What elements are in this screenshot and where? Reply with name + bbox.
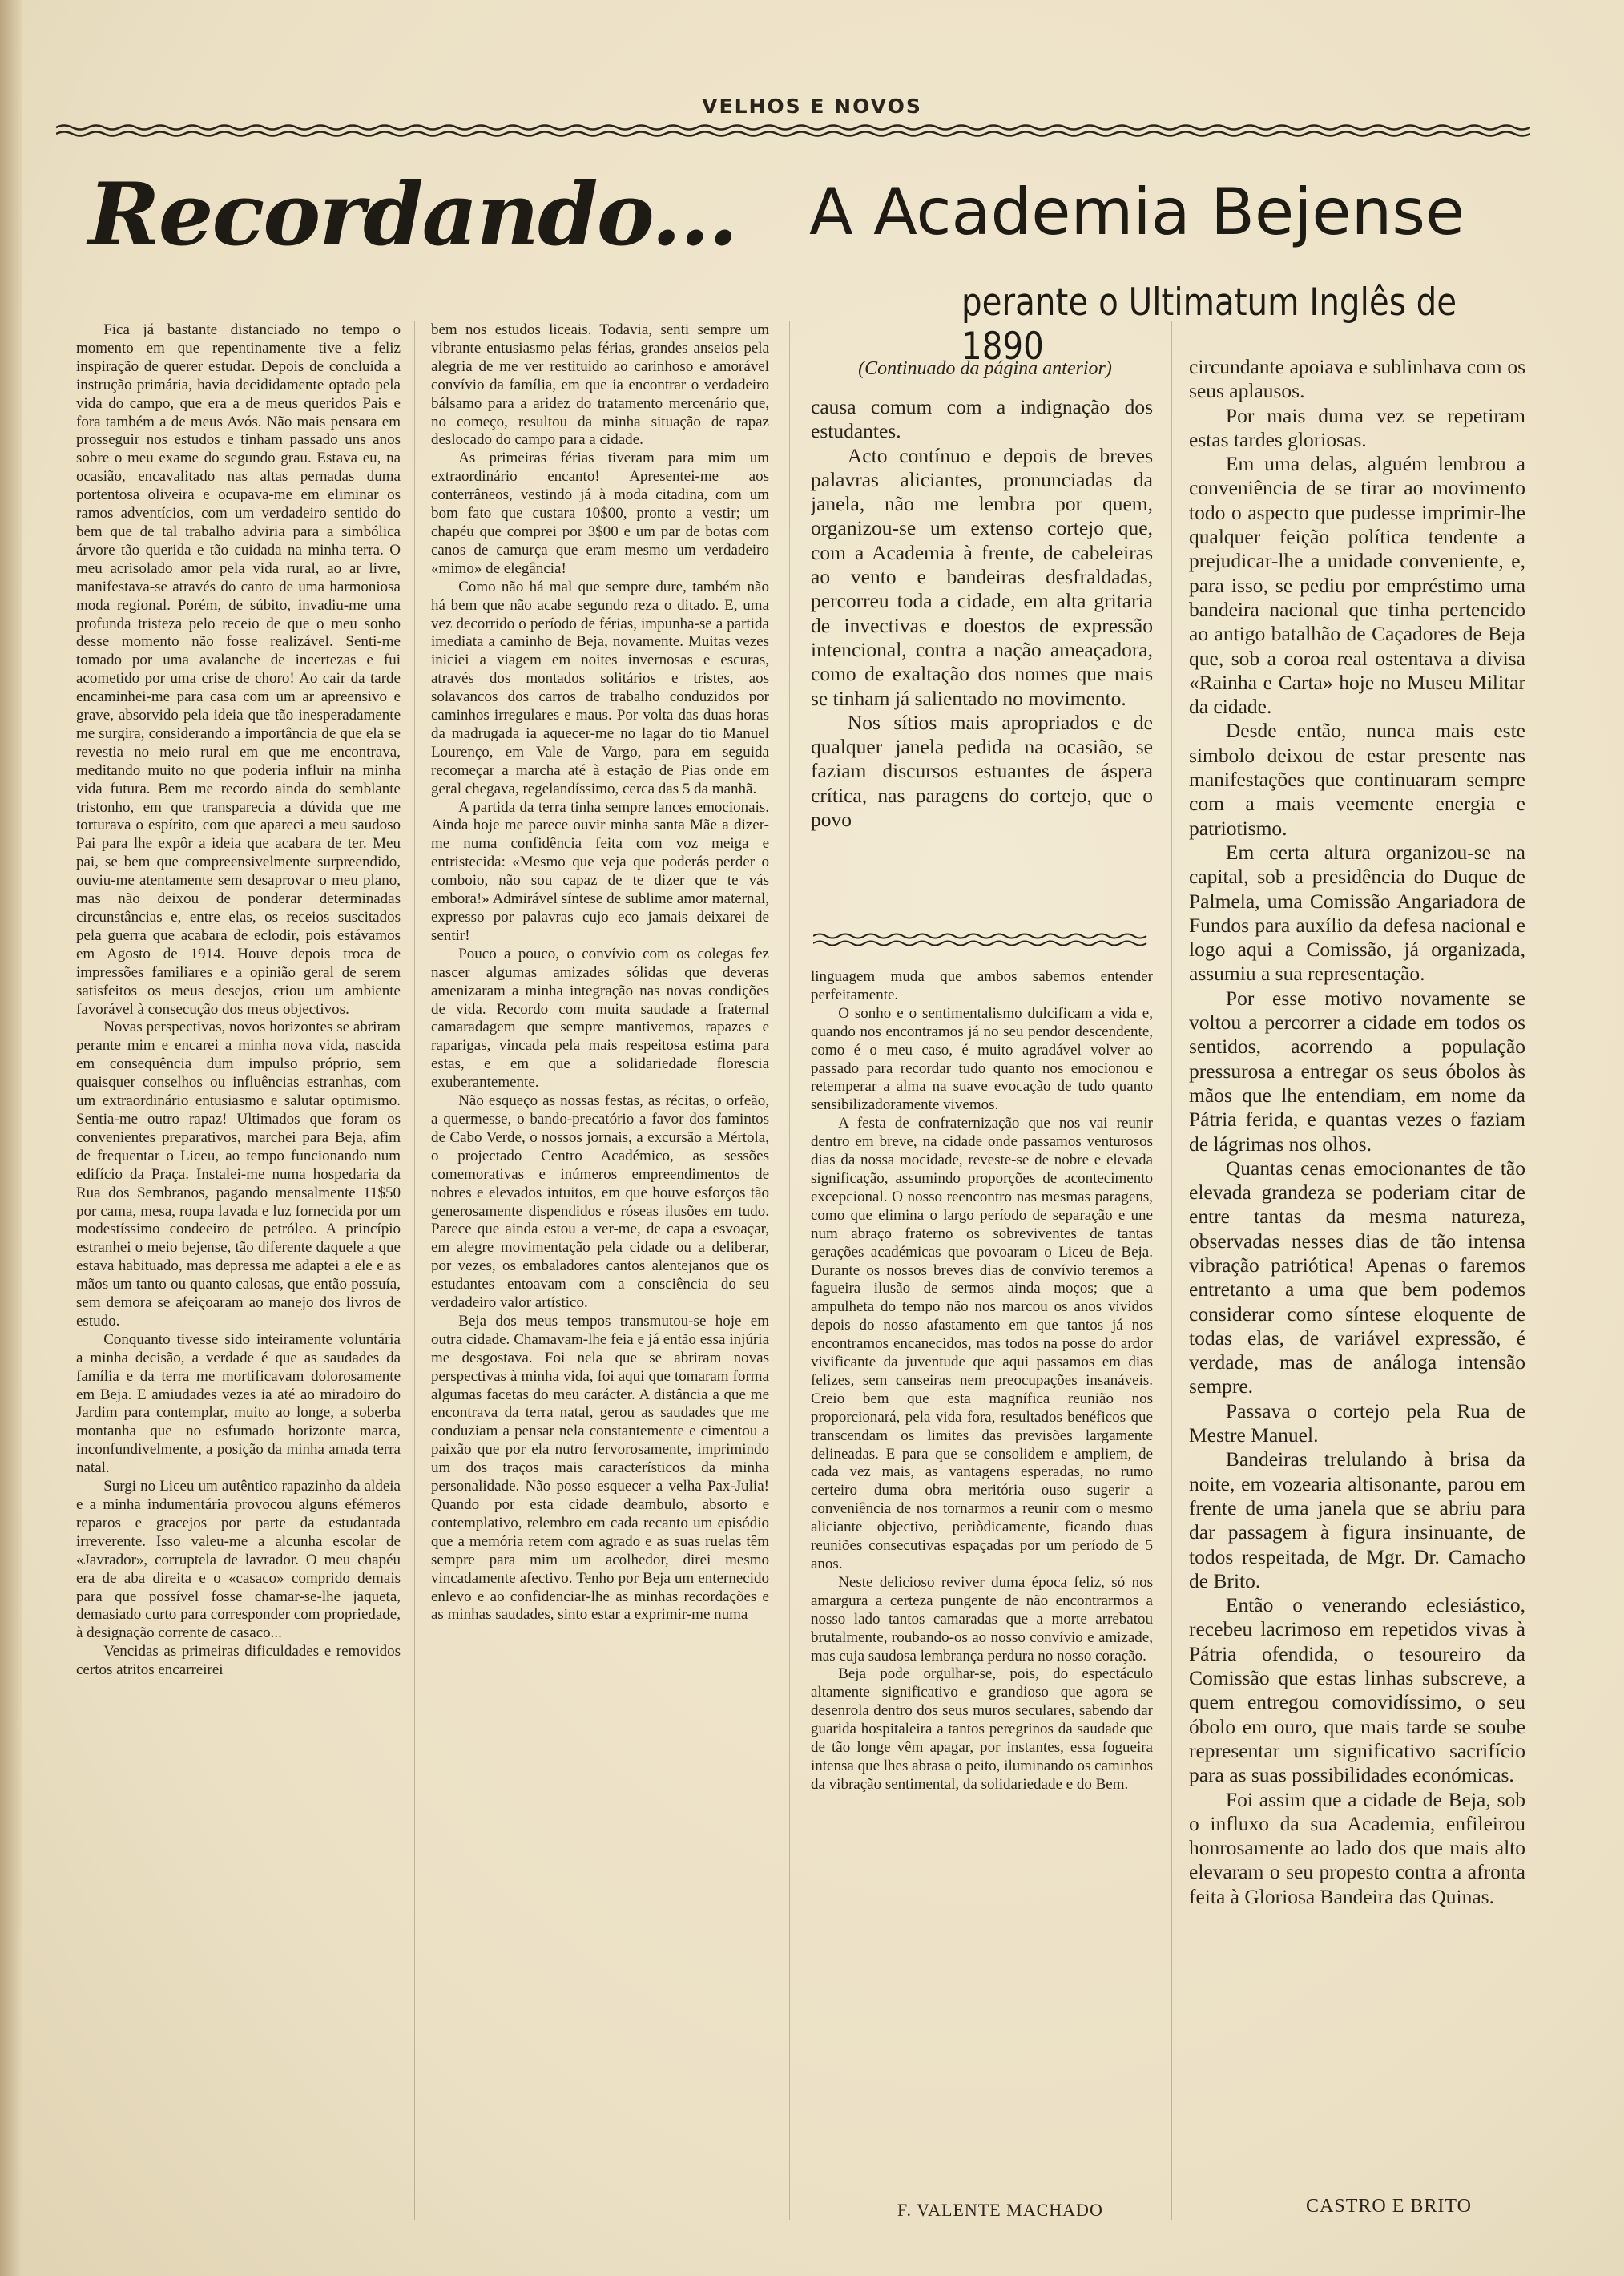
author-signature-right: CASTRO E BRITO (1306, 2196, 1472, 2217)
paragraph: Neste delicioso reviver duma época feliz, só nos amargura a certeza pungente de não encontrarmos a nosso lado tantos camaradas que a morte arrebatou brutalmente, roubando-os ao nosso convívio e amizade, mas cuja saudosa lembrança perdura no nosso coração. (811, 1573, 1153, 1665)
paragraph: O sonho e o sentimentalismo dulcificam a vida e, quando nos encontramos já no seu pendor descendente, como é o meu caso, é muito agradável volver ao passado para recordar tudo quanto nos emocionou e retemperar a alma na suave evocação de tudo quanto sensibilizadoramente vivemos. (811, 1004, 1153, 1114)
paragraph: As primeiras férias tiveram para mim um extraordinário encanto! Apresentei-me aos conterrâneos, vestindo já à moda citadina, com um bom fato que custara 10$00, pronto a vestir; um chapéu que comprei por 3$00 e um par de botas com canos de camurça que eram mesmo um verdadeiro «mimo» de elegância! (431, 450, 769, 577)
paragraph: Não esqueço as nossas festas, as récitas, o orfeão, a quermesse, o bando-precatório a favor dos famintos de Cabo Verde, o nossos jornais, a excursão a Mértola, o projectado Centro Académico, as sessões comemorativas e inúmeros empreendimentos de nobres e elevados intuitos, em que houve esforços tão generosamente dispendidos e róseas ilusões em tudo. Parece que ainda estou a ver-me, de capa a esvoaçar, em alegre movimentação pela cidade ou a deliberar, por vezes, os embaladores cantos alentejanos que os estudantes entoavam com a consciência do seu verdadeiro valor artístico. (431, 1092, 769, 1312)
paragraph: A festa de confraternização que nos vai reunir dentro em breve, na cidade onde passamos venturosos dias da nossa mocidade, reveste-se de nobre e elevada significação, assumindo proporções de acontecimento excepcional. O nosso reencontro nas mesmas paragens, como que elimina o largo período de separação e une num abraço fraterno os sobreviventes de tantas gerações académicas que povoaram o Liceu de Beja. Durante os nossos breves dias de convívio teremos a fagueira ilusão de sermos ainda moços; que a ampulheta do tempo não nos marcou os anos vividos depois do nosso afastamento em que tantos já nos encontramos encanecidos, mas todos na posse do ardor vivificante da juventude que aqui passamos em dias felizes, sem canseiras nem preocupações insanáveis. Creio bem que esta magnífica reunião nos proporcionará, pela vida fora, resultados benéficos que transcendam os limites das previsões largamente delineadas. E para que se consolidem e ampliem, de cada vez mais, as vantagens esperadas, no rumo certeiro duma obra meritória ouso sugerir a conveniência de nos tornarmos a reunir com o mesmo aliciante objectivo, periòdicamente, ficando duas reuniões consecutivas espaçadas por um período de 5 anos. (811, 1115, 1153, 1572)
article-right-column-3 (811, 361, 1153, 922)
main-headline: Recordando... (88, 164, 737, 265)
paragraph: Por esse motivo novamente se voltou a percorrer a cidade em todos os sentidos, acorrendo a população pressurosa a entregar os seus óbolos às mãos que lhe entendiam, em nome da Pátria ferida, e quantas vezes o faziam de lágrimas nos olhos. (1189, 986, 1525, 1156)
column-rule (1171, 321, 1172, 2220)
paragraph: Então o venerando eclesiástico, recebeu lacrimoso em repetidos vivas à Pátria ofendida, o tesoureiro da Comissão que estas linhas subscreve, a quem entregou comovidíssimo, o seu óbolo em ouro, que mais tarde se soube representar um significativo sacrifício para as suas possibilidades económicas. (1189, 1593, 1525, 1787)
column-divider-wavy (813, 930, 1154, 950)
page-spine (0, 0, 22, 2276)
paragraph: Beja dos meus tempos transmutou-se hoje em outra cidade. Chamavam-lhe feia e já então essa injúria me desgostava. Foi nela que se abriram novas perspectivas à minha vida, foi aqui que tomaram forma algumas facetas do meu carácter. A distância a que me encontrava da terra natal, gerou as saudades que me conduziam a pensar nela constantemente e cimentou a paixão que por ela nutro fervorosamente, imprimindo um dos traços mais característicos da minha personalidade. Não posso esquecer a velha Pax-Julia! Quando por esta cidade deambulo, absorto e contemplativo, relembro em cada recanto um episódio que a memória retem com agrado e as suas ruelas têm sempre para mim um acolhedor, direi mesmo vincadamente afectivo. Tenho por Beja um enternecido enlevo e ao confidenciar-lhe as minhas recordações e as minhas saudades, sinto estar a exprimir-me numa (431, 1312, 769, 1624)
paragraph: Desde então, nunca mais este simbolo deixou de estar presente nas manifestações que continuaram sempre com a mais veemente energia e patriotismo. (1189, 719, 1525, 840)
column-rule (789, 321, 790, 2220)
sub-headline-secondary: perante o Ultimatum Inglês de 1890 (961, 280, 1457, 369)
continuation-note: (Continuado da página anterior) (858, 358, 1112, 379)
paragraph: Fica já bastante distanciado no tempo o momento em que repentinamente tive a feliz inspiração de querer estudar. Depois de concluída a instrução primária, havia decididamente optado pela vida do campo, que era a de meus queridos Pais e fora também a de meus Avós. Não mais pensara em prosseguir nos estudos e tinham passado uns anos sobre o meu exame do segundo grau. Estava eu, na ocasião, encavalitado nas altas pernadas duma portentosa oliveira e ocupava-me em eliminar os ramos adventícios, com um verdadeiro sentido do bem que de tal trabalho adviria para a simbólica árvore tão querida e tão cuidada na minha terra. O meu acrisolado amor pela vida rural, ao ar livre, manifestava-se através do canto de uma harmoniosa moda regional. Porém, de súbito, invadiu-me uma profunda tristeza pelo receio de que o meu sonho desse momento não fosse realizável. Senti-me tomado por uma avalanche de incertezas e fui acometido por uma crise de choro! Ao cair da tarde encaminhei-me para casa com um ar apreensivo e grave, absorvido pela ideia que tão inesperadamente me surgira, considerando a importância de que ela se revestia no meio rural em que me encontrava, meditando muito no que poderia influir na minha vida futura. Bem me recordo ainda do semblante tristonho, em que transparecia a dúvida que me torturava o espírito, com que apareci a meu saudoso Pai para lhe expôr a ideia que acabara de ter. Meu pai, se bem que compreensivelmente surpreendido, ouviu-me atentamente sem desaprovar o meu plano, mas não deixou de ponderar determinadas circunstâncias e, entre elas, os receios suscitados pela guerra que acabara de eclodir, pois estávamos em Agosto de 1914. Houve depois troca de impressões familiares e a opinião geral de serem satisfeitos os meus desejos, criou um ambiente favorável à consecução dos meus objectivos. (76, 321, 401, 1018)
sub-headline: A Academia Bejense (809, 175, 1465, 249)
paragraph: linguagem muda que ambos sabemos entender perfeitamente. (811, 968, 1153, 1003)
paragraph: Nos sítios mais apropriados e de qualquer janela pedida na ocasião, se faziam discursos estuantes de áspera crítica, nas paragens do cortejo, que o povo (811, 710, 1153, 832)
paragraph: Acto contínuo e depois de breves palavras aliciantes, pronunciadas da janela, não me lembra por quem, organizou-se um extenso cortejo que, com a Academia à frente, de cabeleiras ao vento e bandeiras desfraldadas, percorreu toda a cidade, em alta gritaria de invectivas e doestos de expressão intencional, contra a nação ameaçadora, como de exaltação dos nomes que mais se tinham já salientado no movimento. (811, 443, 1153, 710)
paragraph: Beja pode orgulhar-se, pois, do espectáculo altamente significativo e grandioso que agora se desenrola dentro dos seus muros seculares, sabendo dar guarida hospitaleira a tantos peregrinos da saudade que de tão longe vêm apagar, por instantes, essa fogueira intensa que lhes abrasa o peito, iluminando os caminhos da vibração sentimental, da solidariedade e do Bem. (811, 1665, 1153, 1793)
article-right-column-4 (1189, 355, 1525, 2190)
paragraph: Novas perspectivas, novos horizontes se abriram perante mim e encarei a minha nova vida, nascida em consequência dum impulso próprio, sem quaisquer conselhos ou influências estranhas, com um extraordinário entusiasmo e salutar optimismo. Sentia-me outro rapaz! Ultimados que foram os convenientes preparativos, marchei para Beja, afim de frequentar o Liceu, ao tempo funcionando num edifício da Praça. Instalei-me numa hospedaria da Rua dos Sembranos, pagando mensalmente 11$50 por cama, mesa, roupa lavada e luz fornecida por um modestíssimo condeeiro de petróleo. A princípio estranhei o meio bejense, tão diferente daquele a que estava habituado, mas depressa me adaptei a ele e as mãos um tanto ou quanto calosas, que então possuía, sem demora se afeiçoaram ao manejo dos livros de estudo. (76, 1019, 401, 1330)
paragraph: Como não há mal que sempre dure, também não há bem que não acabe segundo reza o ditado. E, uma vez decorrido o período de férias, impunha-se a partida imediata a caminho de Beja, novamente. Muitas vezes iniciei a viagem em noites invernosas e escuras, através dos montados solitários e tristes, aos solavancos dos carros de trabalho conduzidos por caminhos irregulares e maus. Por volta das duas horas da madrugada ia aquecer-me no lagar do tio Manuel Lourenço, em Vale de Vargo, para em seguida recomeçar a marcha até à estação de Pias onde em geral chegava, regelandíssimo, cerca das 5 da manhã. (431, 578, 769, 797)
paragraph: bem nos estudos liceais. Todavia, senti sempre um vibrante entusiasmo pelas férias, grandes anseios pela alegria de me ver restituido ao carinhoso e amorável convívio da família, em que ia encontrar o verdadeiro bálsamo para a aridez do tratamento mercenário que, no começo, resultou da minha situação de rapaz deslocado do campo para a cidade. (431, 321, 769, 449)
paragraph: circundante apoiava e sublinhava com os seus aplausos. (1189, 355, 1525, 403)
paragraph: Passava o cortejo pela Rua de Mestre Manuel. (1189, 1398, 1525, 1447)
paragraph: Surgi no Liceu um autêntico rapazinho da aldeia e a minha indumentária provocou alguns efémeros reparos e gracejos por parte da estudantada irreverente. Isso valeu-me a alcunha escolar de «Javrador», corruptela de lavrador. O meu chapéu era de aba direita e o «casaco» comprido demais para que possível fosse chamar-se-lhe jaqueta, demasiado curto para corresponder com propriedade, à designação corrente de casaco... (76, 1478, 401, 1642)
paragraph: Pouco a pouco, o convívio com os colegas fez nascer algumas amizades sólidas que deveras amenizaram a minha integração nas novas condições de vida. Recordo com muita saudade a fraternal camaradagem que sempre mantivemos, rapazes e raparigas, vincada pela mais respeitosa estima para estas, e em que a solidariedade florescia exuberantemente. (431, 945, 769, 1092)
paragraph: Vencidas as primeiras dificuldades e removidos certos atritos encarreirei (76, 1643, 401, 1679)
paragraph: Em uma delas, alguém lembrou a conveniência de se tirar ao movimento todo o aspecto que pudesse imprimir-lhe qualquer feição política tendente a prejudicar-lhe a unidade conveniente, e, para isso, se pediu por empréstimo uma bandeira nacional que tinha pertencido ao antigo batalhão de Caçadores de Beja que, sob a coroa real ostentava a divisa «Rainha e Carta» hoje no Museu Militar da cidade. (1189, 452, 1525, 719)
paragraph: Em certa altura organizou-se na capital, sob a presidência do Duque de Palmela, uma Comissão Angariadora de Fundos para auxílio da defesa nacional e logo aqui a Comissão, já organizada, assumiu a sua representação. (1189, 840, 1525, 986)
paragraph: Bandeiras trelulando à brisa da noite, em vozearia altisonante, parou em frente de uma janela que se abriu para dar passagem à figura insinuante, de todos respeitada, de Mgr. Dr. Camacho de Brito. (1189, 1447, 1525, 1592)
paragraph: Conquanto tivesse sido inteiramente voluntária a minha decisão, a verdade é que as saudades da família e da terra me mortificavam dolorosamente em Beja. E amiudades vezes ia até ao miradoiro do Jardim para contemplar, muito ao longe, a soberba montanha que no esfumado horizonte marca, inconfundivelmente, a posição da minha amada terra natal. (76, 1330, 401, 1477)
paragraph: Foi assim que a cidade de Beja, sob o influxo da sua Academia, enfileirou honrosamente ao lado dos que mais alto elevaram o seu propesto contra a afronta feita à Gloriosa Bandeira das Quinas. (1189, 1787, 1525, 1908)
article-left-column-1 (76, 321, 401, 2221)
paragraph: Quantas cenas emocionantes de tão elevada grandeza se poderiam citar de entre tantas da mesma natureza, observadas nesses dias de tão intensa vibração patriótica! Apenas o faremos entretanto a uma que bem podemos considerar como síntese eloquente de todas elas, de variável expressão, é verdade, mas de análoga intensão sempre. (1189, 1156, 1525, 1398)
article-left-column-2 (431, 321, 769, 2221)
paragraph: Por mais duma vez se repetiram estas tardes gloriosas. (1189, 403, 1525, 451)
header-wavy-rule (56, 122, 1530, 139)
author-signature-left: F. VALENTE MACHADO (897, 2200, 1103, 2220)
paragraph: A partida da terra tinha sempre lances emocionais. Ainda hoje me parece ouvir minha santa Mãe a dizer-me numa confidência feita com voz meiga e entristecida: «Mesmo que veja que poderás perder o comboio, não sou capaz de te dizer que te vás embora!» Admirável síntese de sublime amor maternal, expresso por palavras cujo eco jamais deixarei de sentir! (431, 798, 769, 944)
paragraph: causa comum com a indignação dos estudantes. (811, 395, 1153, 443)
column-rule (414, 321, 415, 2220)
article-left-column-3 (811, 968, 1153, 2186)
section-header: VELHOS E NOVOS (702, 95, 922, 118)
